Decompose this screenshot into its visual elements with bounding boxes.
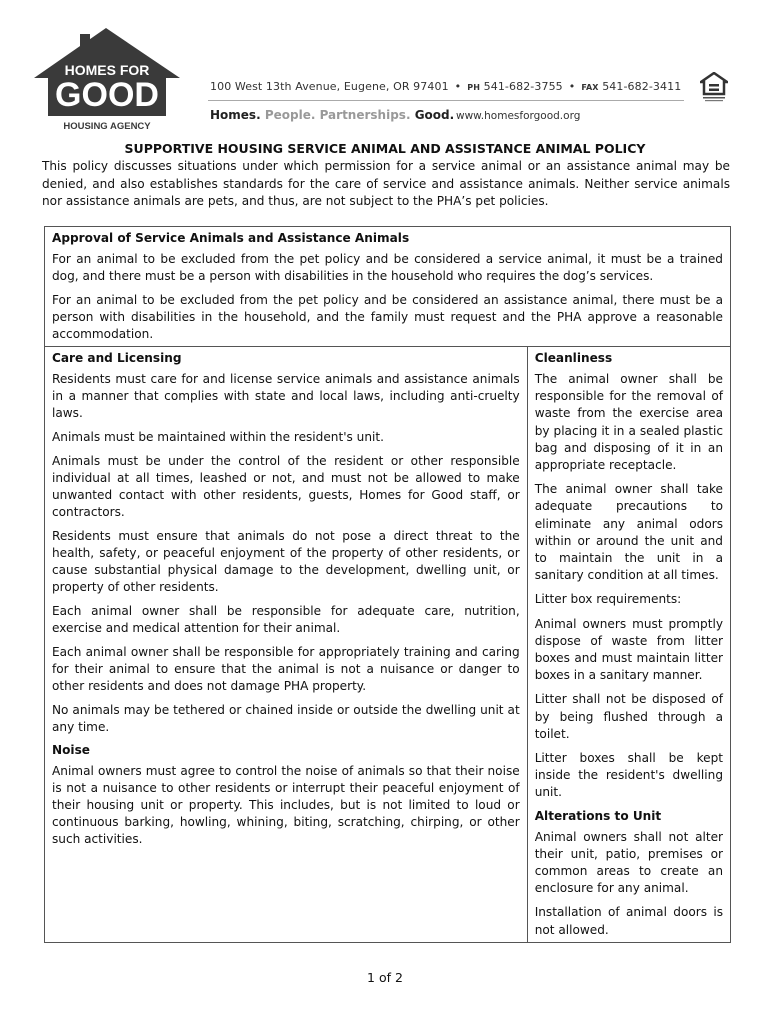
website: www.homesforgood.org [456, 110, 581, 122]
litter-box-label: Litter box requirements: [534, 592, 682, 607]
equal-housing-icon [700, 72, 728, 102]
tagline [210, 108, 454, 122]
policy-table [44, 226, 731, 943]
care-heading: Care and Licensing [52, 351, 182, 365]
cleanliness-paragraph: Litter shall not be disposed of by being flushed through a toilet. [534, 692, 723, 741]
approval-heading: Approval of Service Animals and Assistance Animals [52, 231, 410, 245]
cleanliness-heading: Cleanliness [534, 351, 613, 365]
contact-line: 100 West 13th Avenue, Eugene, OR 97401 • PH 541-682-3755 • FAX 541-682-3411 [210, 80, 682, 93]
homes-for-good-logo [34, 28, 180, 134]
alterations-heading: Alterations to Unit [534, 808, 662, 823]
care-paragraph: Residents must care for and license service animals and assistance animals in a manner that complies with state and local laws, including anti-cruelty laws. [52, 372, 520, 420]
noise-paragraph: Animal owners must agree to control the noise of animals so that their noise is not a nuisance to other residents or interrupt their peaceful enjoyment of their housing unit or property. This includes, but is not limited to loud or continuous barking, howling, whining, biting, scratching, chirping, or other such activities. [52, 764, 520, 846]
care-paragraph: No animals may be tethered or chained inside or outside the dwelling unit at any time. [52, 703, 520, 734]
phone: 541-682-3755 [483, 80, 563, 93]
fax-label: FAX [581, 83, 599, 92]
fax: 541-682-3411 [602, 80, 682, 93]
phone-label: PH [467, 83, 481, 92]
approval-paragraph-1: For an animal to be excluded from the pet policy and be considered a service animal, it must be a trained dog, and there must be a person with disabilities in the household who requires the dog’s services. [52, 252, 723, 283]
care-paragraph: Residents must ensure that animals do not pose a direct threat to the health, safety, or peaceful enjoyment of the property of other residents, or cause substantial physical damage to the development, dwelling unit, or property of other residents. [52, 529, 520, 594]
page-number: 1 of 2 [367, 970, 403, 985]
cleanliness-paragraph: The animal owner shall take adequate precautions to eliminate any animal odors within or around the unit and to maintain the unit in a sanitary condition at all times. [534, 482, 723, 583]
approval-paragraph-2: For an animal to be excluded from the pet policy and be considered an assistance animal, there must be a person with disabilities in the household, and the family must request and the PHA approve a reasonable accommodation. [52, 293, 723, 341]
cleanliness-paragraph: The animal owner shall be responsible for the removal of waste from the exercise area by placing it in a sealed plastic bag and disposing of it in an appropriate receptacle. [534, 372, 723, 473]
care-paragraph: Animals must be maintained within the resident's unit. [52, 430, 384, 444]
address: 100 West 13th Avenue, Eugene, OR 97401 [210, 80, 449, 93]
logo-line3: HOUSING AGENCY [63, 121, 151, 132]
tagline-end: Good. [414, 108, 455, 122]
care-paragraph: Each animal owner shall be responsible for appropriately training and caring for their animal to ensure that the animal is not a nuisance or danger to other residents and does not damage PHA property. [52, 645, 520, 693]
alterations-paragraph: Installation of animal doors is not allowed. [534, 905, 723, 937]
noise-heading: Noise [52, 743, 90, 757]
logo-line2: GOOD [55, 76, 159, 114]
page-title: SUPPORTIVE HOUSING SERVICE ANIMAL AND ASSISTANCE ANIMAL POLICY [124, 141, 646, 156]
cleanliness-paragraph: Animal owners must promptly dispose of waste from litter boxes and must maintain litter boxes in a sanitary manner. [534, 616, 723, 683]
approval-section [45, 227, 731, 347]
intro-paragraph: This policy discusses situations under which permission for a service animal or an assistance animal may be denied, and also establishes standards for the care of service and assistance animals. Neither service animals nor assistance animals are pets, and thus, are not subject to the PHA’s pet policies. [42, 159, 730, 208]
tagline-bold: Homes. [210, 108, 261, 122]
letterhead [0, 0, 770, 140]
cleanliness-paragraph: Litter boxes shall be kept inside the resident's dwelling unit. [534, 751, 723, 800]
logo-line1: HOMES FOR [64, 62, 150, 78]
tagline-gray: People. Partnerships. [264, 108, 411, 122]
care-paragraph: Each animal owner shall be responsible for adequate care, nutrition, exercise and medical attention for their animal. [52, 604, 520, 635]
care-section [45, 347, 528, 943]
care-paragraph: Animals must be under the control of the resident or other responsible individual at all times, leashed or not, and must not be allowed to make unwanted contact with other residents, guests, Homes for Good staff, or contractors. [52, 454, 520, 519]
alterations-paragraph: Animal owners shall not alter their unit, patio, premises or common areas to create an enclosure for any animal. [534, 829, 723, 896]
header-divider [208, 100, 684, 101]
cleanliness-section [527, 347, 730, 943]
